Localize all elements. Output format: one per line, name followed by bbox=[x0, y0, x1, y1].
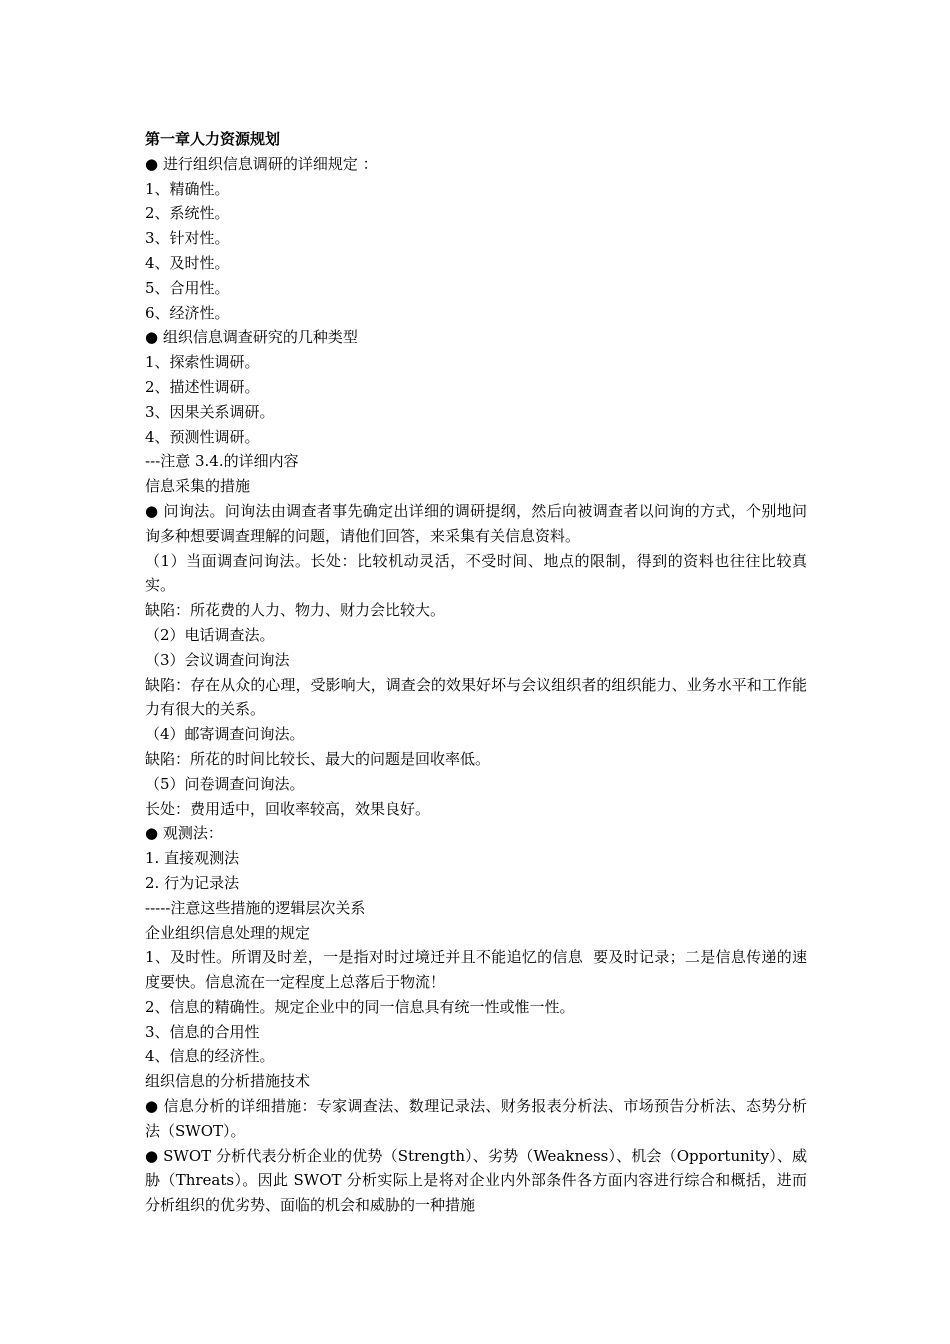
list-item: 1、探索性调研。 bbox=[145, 353, 260, 372]
list-item: 2、描述性调研。 bbox=[145, 377, 260, 396]
paragraph: 缺陷：存在从众的心理，受影响大，调查会的效果好坏与会议组织者的组织能力、业务水平和工作能力有很大的关系。 bbox=[145, 675, 807, 719]
list-item: 4、信息的经济性。 bbox=[145, 1047, 275, 1066]
bullet-heading: ● 观测法： bbox=[145, 824, 223, 843]
paragraph: 缺陷：所花费的人力、物力、财力会比较大。 bbox=[145, 601, 446, 620]
section-heading: 信息采集的措施 bbox=[145, 477, 251, 496]
chapter-title: 第一章人力资源规划 bbox=[145, 130, 281, 148]
paragraph: 1、及时性。所谓及时差，一是指对时过境迁并且不能追忆的信息 要及时记录；二是信息传递的速度要快。信息流在一定程度上总落后于物流！ bbox=[145, 948, 807, 992]
paragraph: （1）当面调查问询法。长处：比较机动灵活，不受时间、地点的限制，得到的资料也往往比较真实。 bbox=[145, 551, 807, 595]
list-item: （5）问卷调查问询法。 bbox=[145, 774, 305, 793]
list-item: （3）会议调查问询法 bbox=[145, 650, 290, 669]
note-line: ---注意 3.4.的详细内容 bbox=[145, 452, 299, 471]
paragraph: 长处：费用适中，回收率较高，效果良好。 bbox=[145, 799, 431, 818]
list-item: （4）邮寄调查问询法。 bbox=[145, 725, 305, 744]
list-item: 4、及时性。 bbox=[145, 253, 230, 272]
list-item: 3、信息的合用性 bbox=[145, 1022, 260, 1041]
paragraph: ● 问询法。问询法由调查者事先确定出详细的调研提纲，然后向被调查者以问询的方式，个别地问询多种想要调查理解的问题，请他们回答，来采集有关信息资料。 bbox=[145, 501, 807, 545]
list-item: 2、信息的精确性。规定企业中的同一信息具有统一性或惟一性。 bbox=[145, 997, 575, 1016]
list-item: 4、预测性调研。 bbox=[145, 427, 260, 446]
document-body bbox=[145, 127, 807, 1218]
paragraph: 缺陷：所花的时间比较长、最大的问题是回收率低。 bbox=[145, 749, 491, 768]
section-heading: 企业组织信息处理的规定 bbox=[145, 923, 311, 942]
list-item: 2. 行为记录法 bbox=[145, 873, 240, 892]
list-item: 6、经济性。 bbox=[145, 303, 230, 322]
list-item: 1. 直接观测法 bbox=[145, 849, 240, 868]
list-item: 2、系统性。 bbox=[145, 204, 230, 223]
list-item: 5、合用性。 bbox=[145, 278, 230, 297]
list-item: 3、因果关系调研。 bbox=[145, 402, 275, 421]
list-item: 1、精确性。 bbox=[145, 179, 230, 198]
section-heading: 组织信息的分析措施技术 bbox=[145, 1072, 311, 1091]
note-line: -----注意这些措施的逻辑层次关系 bbox=[145, 898, 366, 917]
bullet-heading: ● 进行组织信息调研的详细规定 ： bbox=[145, 154, 378, 173]
paragraph: ● SWOT 分析代表分析企业的优势（Strength）、劣势（Weakness）、机会（Opportunity）、威胁（Threats）。因此 SWOT 分析实际上是将对企业内外部条件各方面内容进行综合和概括，进而分析组织的优劣势、面临的机会和威胁的一种措施 bbox=[145, 1146, 807, 1215]
bullet-heading: ● 组织信息调查研究的几种类型 bbox=[145, 328, 358, 347]
paragraph: ● 信息分析的详细措施：专家调查法、数理记录法、财务报表分析法、市场预告分析法、态势分析法（SWOT）。 bbox=[145, 1097, 807, 1140]
list-item: 3、针对性。 bbox=[145, 229, 230, 248]
list-item: （2）电话调查法。 bbox=[145, 625, 275, 644]
